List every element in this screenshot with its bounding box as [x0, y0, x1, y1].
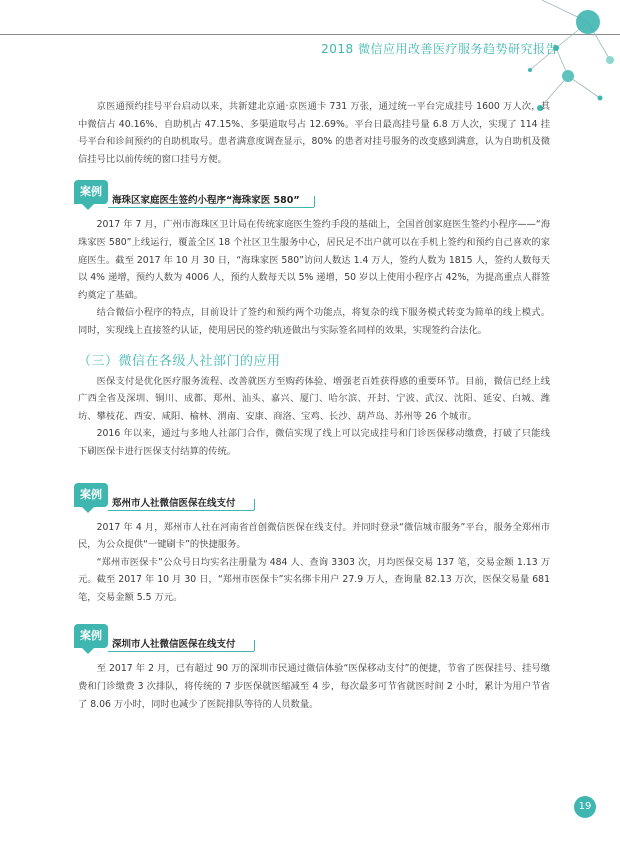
case-paragraph: 至 2017 年 2 月，已有超过 90 万的深圳市民通过微信体验“医保移动支付”的便捷，节省了医保挂号、挂号缴费和门诊缴费 3 次排队，将传统的 7 步医保就医缩减至 4 步，每次最多可节省就医时间 2 小时，累计为用户节省了 8.06 万小时，同时也减少了医院排队等待的人员数量。	[78, 663, 550, 710]
case-title: 郑州市人社微信医保在线支付	[112, 497, 236, 509]
case-paragraph: 2017 年 7 月，广州市海珠区卫计局在传统家庭医生签约手段的基础上，全国首创家庭医生签约小程序——“海珠家医 580”上线运行，覆盖全区 18 个社区卫生服务中心，居民足不出户就可以在手机上签约和预约自己喜欢的家庭医生。截至 2017 年 10 月 30 日，“海珠家医 580”访问人数达 1.4 万人，签约人数为 1815 人，签约人数每天以 4% 递增，预约人数为 4006 人，预约人数每天以 5% 递增，50 岁以上使用小程序占 42%，为提高重点人群签约奠定了基础。	[78, 219, 550, 301]
case-header	[78, 178, 550, 216]
case-header	[78, 481, 550, 519]
case-underline	[108, 207, 314, 208]
case-underline	[108, 510, 254, 511]
case-paragraph: 结合微信小程序的特点，目前设计了签约和预约两个功能点，将复杂的线下服务模式转变为简单的线上模式。同时，实现线上直接签约认证，使用居民的签约轨迹做出与实际签名同样的效果，实现签约合法化。	[78, 307, 550, 336]
case-paragraph: “郑州市医保卡”公众号日均实名注册量为 484 人、查询 3303 次，月均医保交易 137 笔，交易金额 1.13 万元。截至 2017 年 10 月 30 日，“郑州市医保卡”实名绑卡用户 27.9 万人，查询量 82.13 万次，医保交易量 681 笔，交易金额 5.5 万元。	[78, 556, 550, 603]
case-title: 深圳市人社微信医保在线支付	[112, 639, 236, 651]
case-underline-end	[254, 499, 255, 510]
case-paragraph: 2017 年 4 月，郑州市人社在河南省首创微信医保在线支付。并同时登录“微信城市服务”平台，服务全郑州市民，为公众提供“一键刷卡”的快捷服务。	[78, 521, 550, 551]
case-badge: 案例	[74, 483, 108, 507]
intro-paragraph: 京医通预约挂号平台启动以来，共新建北京通·京医通卡 731 万张，通过统一平台完成挂号 1600 万人次，其中微信占 40.16%、自助机占 47.15%、多渠道取号占 12.69%。平台日最高挂号量 6.8 万人次，实现了 114 挂号平台和诊间预约的自助机取号。患者满意度调查显示，80% 的患者对挂号服务的改变感到满意，认为自助机及微信挂号比以前传统的窗口挂号方便。	[78, 101, 550, 165]
case-header	[78, 622, 550, 660]
report-title: 2018 微信应用改善医疗服务趋势研究报告	[321, 42, 558, 56]
case-underline-end	[254, 640, 255, 651]
page-number: 19	[574, 796, 596, 818]
section-heading: （三）微信在各级人社部门的应用	[78, 353, 281, 369]
case-title: 海珠区家庭医生签约小程序“海珠家医 580”	[112, 195, 300, 207]
case-underline	[108, 651, 254, 652]
case-badge: 案例	[74, 180, 108, 204]
case-badge: 案例	[74, 624, 108, 648]
section-paragraph: 医保支付是优化医疗服务流程、改善就医方至购药体验、增强老百姓获得感的重要环节。目前，微信已经上线广西全省及深圳、铜川、成都、郑州、汕头、嘉兴、厦门、哈尔滨、开封、宁波、武汉、沈阳、延安、白城、潍坊、攀枝花、西安、咸阳、榆林、渭南、安康、商洛、宝鸡、长沙、葫芦岛、苏州等 26 个城市。	[78, 375, 550, 422]
main-content	[78, 98, 550, 713]
section-paragraph: 2016 年以来，通过与多地人社部门合作，微信实现了线上可以完成挂号和门诊医保移动缴费，打破了只能线下刷医保卡进行医保支付结算的传统。	[78, 428, 550, 457]
case-underline-end	[314, 196, 315, 207]
